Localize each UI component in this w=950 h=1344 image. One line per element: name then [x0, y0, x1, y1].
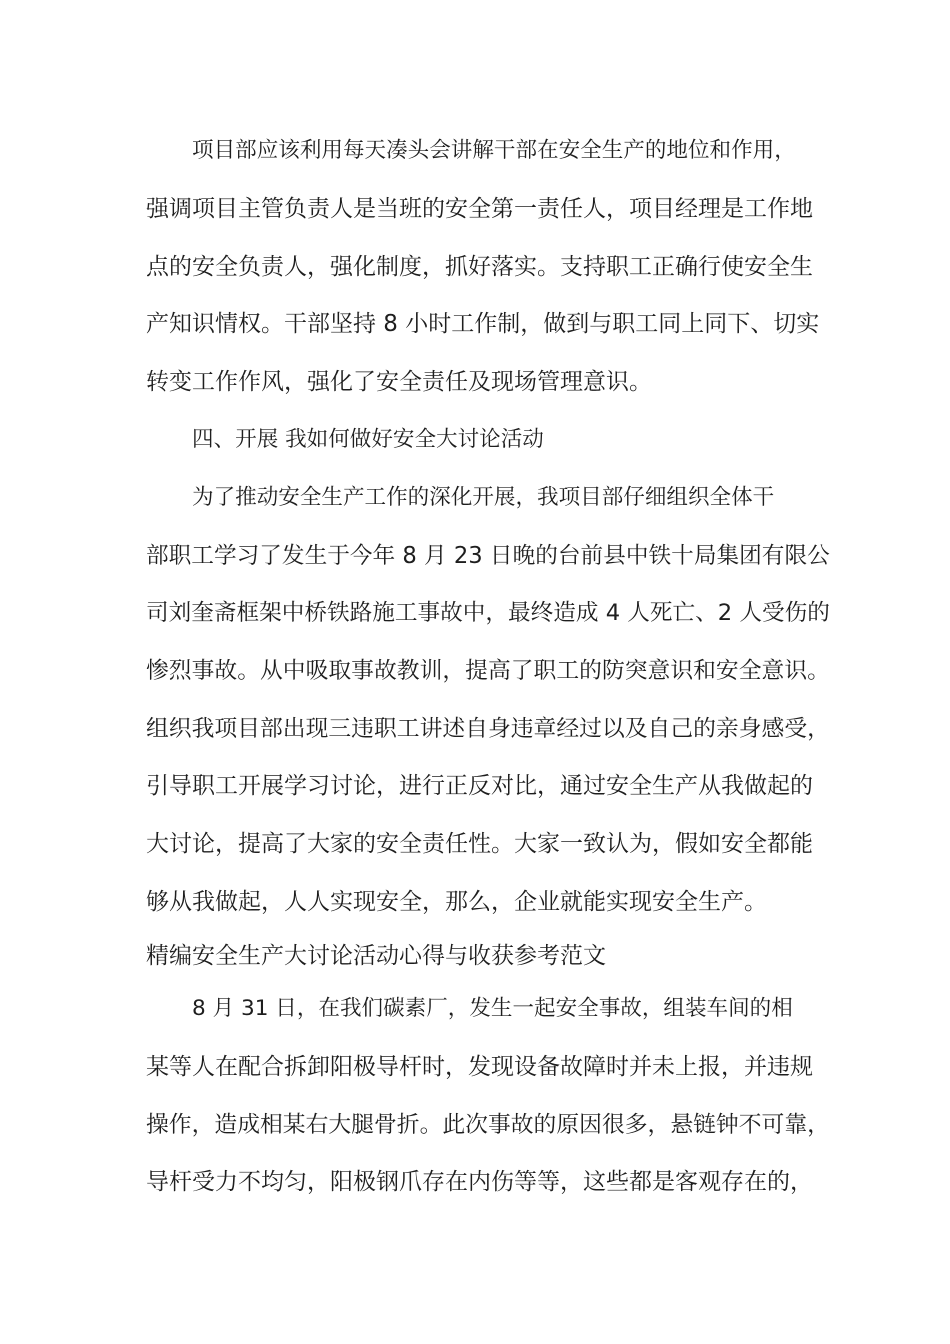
paragraph-line: 导杆受力不均匀，阳极钢爪存在内伤等等，这些都是客观存在的， [146, 1169, 813, 1195]
paragraph-line: 司刘奎斋框架中桥铁路施工事故中，最终造成 4 人死亡、2 人受伤的 [146, 600, 830, 626]
paragraph-line: 强调项目主管负责人是当班的安全第一责任人，项目经理是工作地 [146, 196, 813, 222]
paragraph-line: 点的安全负责人，强化制度，抓好落实。支持职工正确行使安全生 [146, 254, 813, 280]
paragraph-line: 某等人在配合拆卸阳极导杆时，发现设备故障时并未上报，并违规 [146, 1054, 813, 1080]
paragraph-line: 为了推动安全生产工作的深化开展，我项目部仔细组织全体干 [192, 485, 775, 510]
paragraph-line: 产知识情权。干部坚持 8 小时工作制，做到与职工同上同下、切实 [146, 311, 820, 337]
paragraph-line: 8 月 31 日，在我们碳素厂，发生一起安全事故，组装车间的相 [192, 996, 793, 1021]
paragraph-line: 操作，造成相某右大腿骨折。此次事故的原因很多，悬链钟不可靠， [146, 1112, 830, 1138]
paragraph-line: 转变工作作风，强化了安全责任及现场管理意识。 [146, 369, 652, 395]
paragraph-line: 引导职工开展学习讨论，进行正反对比，通过安全生产从我做起的 [146, 773, 813, 799]
paragraph-line: 项目部应该利用每天凑头会讲解干部在安全生产的地位和作用， [192, 138, 796, 163]
paragraph-line: 大讨论，提高了大家的安全责任性。大家一致认为，假如安全都能 [146, 831, 813, 857]
paragraph-line: 够从我做起，人人实现安全，那么，企业就能实现安全生产。 [146, 889, 767, 915]
paragraph-line: 惨烈事故。从中吸取事故教训，提高了职工的防突意识和安全意识。 [146, 658, 830, 684]
paragraph-line: 组织我项目部出现三违职工讲述自身违章经过以及自己的亲身感受， [146, 716, 830, 742]
paragraph-line: 部职工学习了发生于今年 8 月 23 日晚的台前县中铁十局集团有限公 [146, 543, 830, 569]
section-heading: 四、开展 我如何做好安全大讨论活动 [192, 427, 544, 452]
article-title: 精编安全生产大讨论活动心得与收获参考范文 [146, 943, 606, 969]
